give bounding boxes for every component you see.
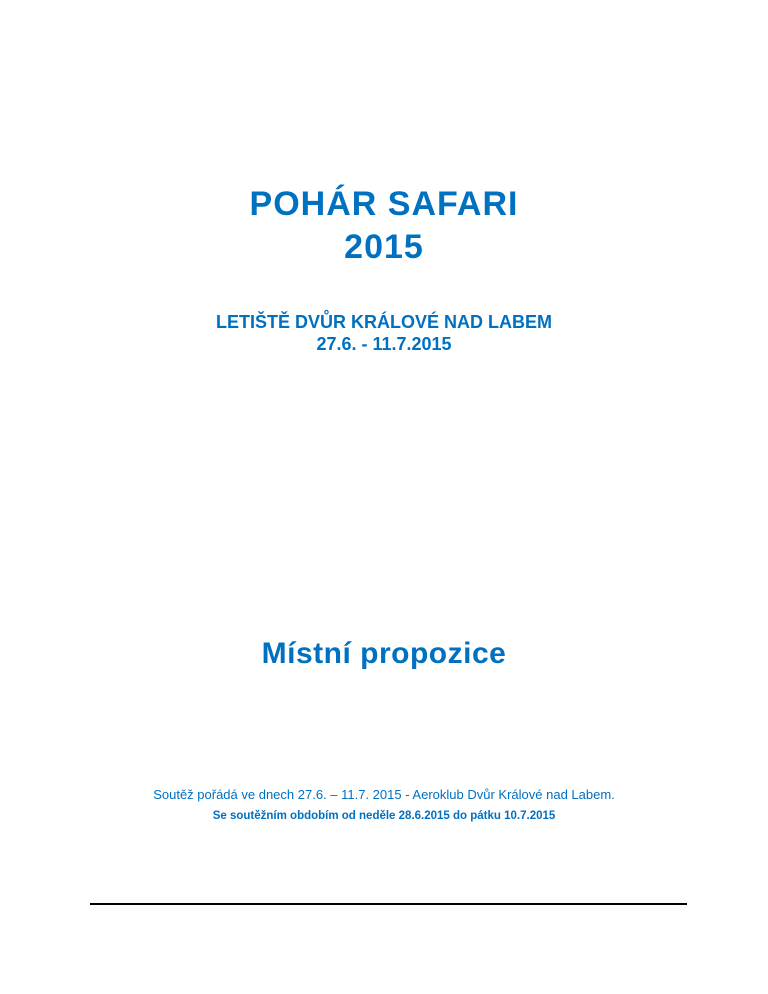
event-dates: 27.6. - 11.7.2015 bbox=[316, 334, 452, 354]
venue-name: LETIŠTĚ DVŮR KRÁLOVÉ NAD LABEM bbox=[215, 312, 552, 332]
document-subtitle: Místní propozice bbox=[261, 637, 507, 670]
horizontal-divider bbox=[90, 903, 687, 905]
competition-period: Se soutěžním obdobím od neděle 28.6.2015 do pátku 10.7.2015 bbox=[212, 810, 556, 822]
organizer-info: Soutěž pořádá ve dnech 27.6. – 11.7. 2015 - Aeroklub Dvůr Králové nad Labem. bbox=[153, 787, 615, 802]
document-title-year: 2015 bbox=[344, 228, 424, 266]
document-title: POHÁR SAFARI bbox=[249, 185, 519, 223]
